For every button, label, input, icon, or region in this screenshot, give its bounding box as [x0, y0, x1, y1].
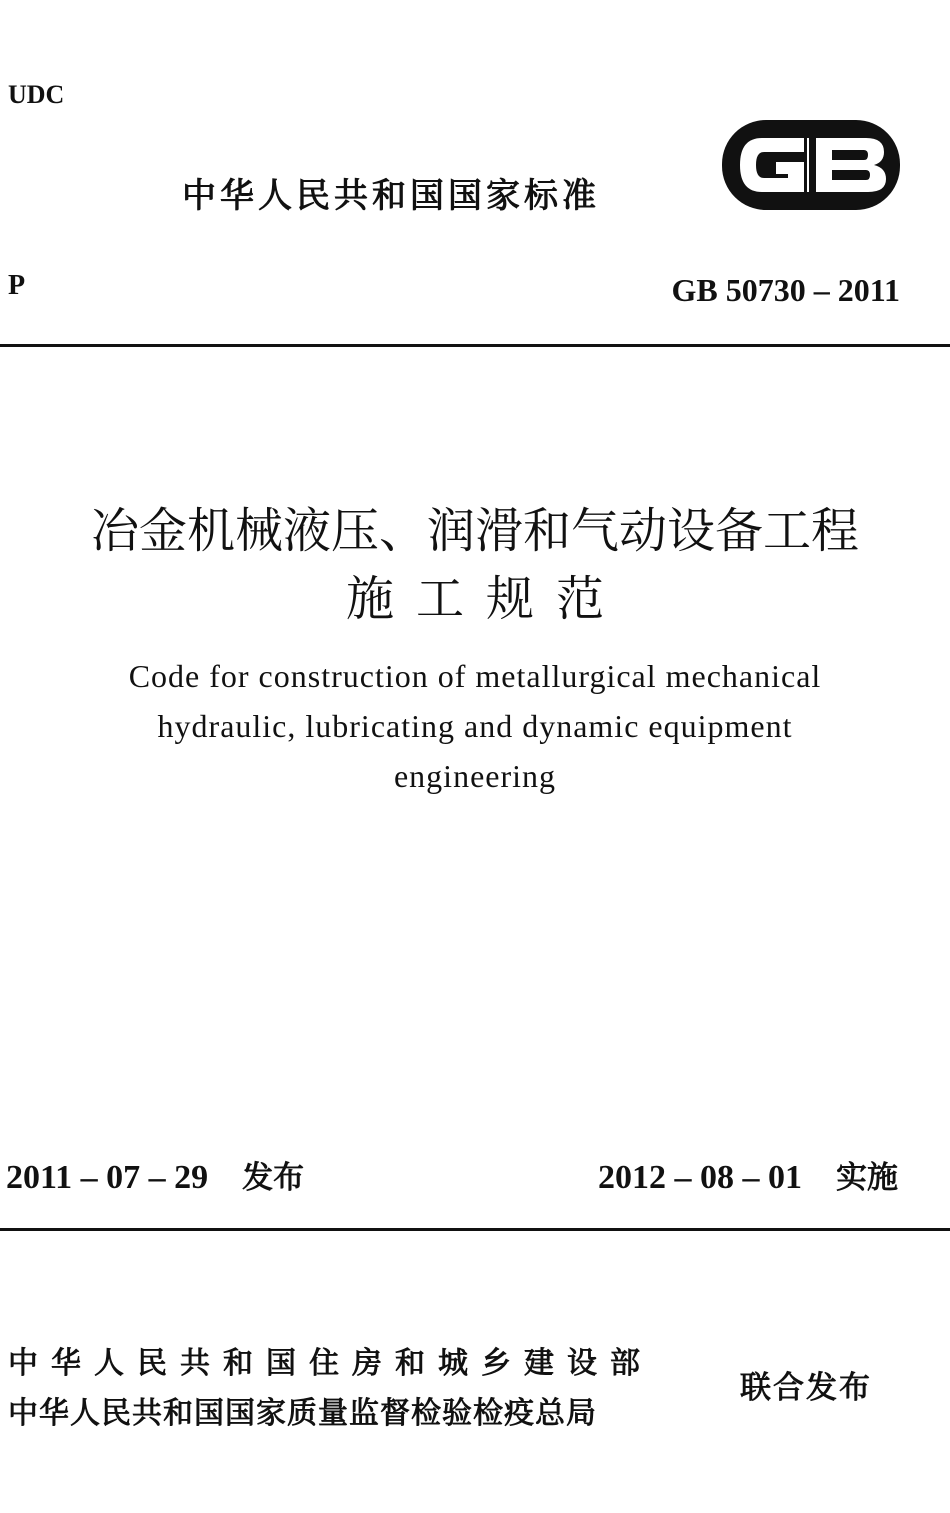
publish-info: [6, 1152, 304, 1197]
effective-date: 2012 – 08 – 01: [598, 1159, 802, 1196]
gb-logo: [720, 116, 902, 214]
issuer-line1: 中华人民共和国住房和城乡建设部: [8, 1346, 653, 1381]
effective-label: 实施: [836, 1160, 898, 1196]
publish-label: 发布: [242, 1160, 305, 1196]
classification-code: P: [8, 270, 26, 301]
effective-info: [598, 1152, 898, 1197]
national-standard-heading: 中华人民共和国国家标准: [182, 176, 600, 216]
gb-logo-mark: [720, 116, 902, 214]
publish-date: 2011 – 07 – 29: [6, 1159, 209, 1196]
bottom-divider: [0, 1228, 950, 1231]
title-en-line1: Code for construction of metallurgical mechanical: [128, 658, 822, 694]
issuer-line2: 中华人民共和国国家质量监督检验检疫总局: [8, 1396, 597, 1431]
title-en-line2: hydraulic, lubricating and dynamic equipment: [157, 708, 793, 744]
title-cn-line1: 冶金机械液压、润滑和气动设备工程: [90, 503, 859, 559]
top-divider: [0, 344, 950, 347]
title-en-line3: engineering: [393, 758, 557, 794]
standard-number: GB 50730 – 2011: [671, 272, 900, 308]
joint-publish-label: 联合发布: [740, 1370, 872, 1406]
title-cn-line2: 施工规范: [345, 571, 626, 627]
udc-label: UDC: [8, 80, 65, 109]
